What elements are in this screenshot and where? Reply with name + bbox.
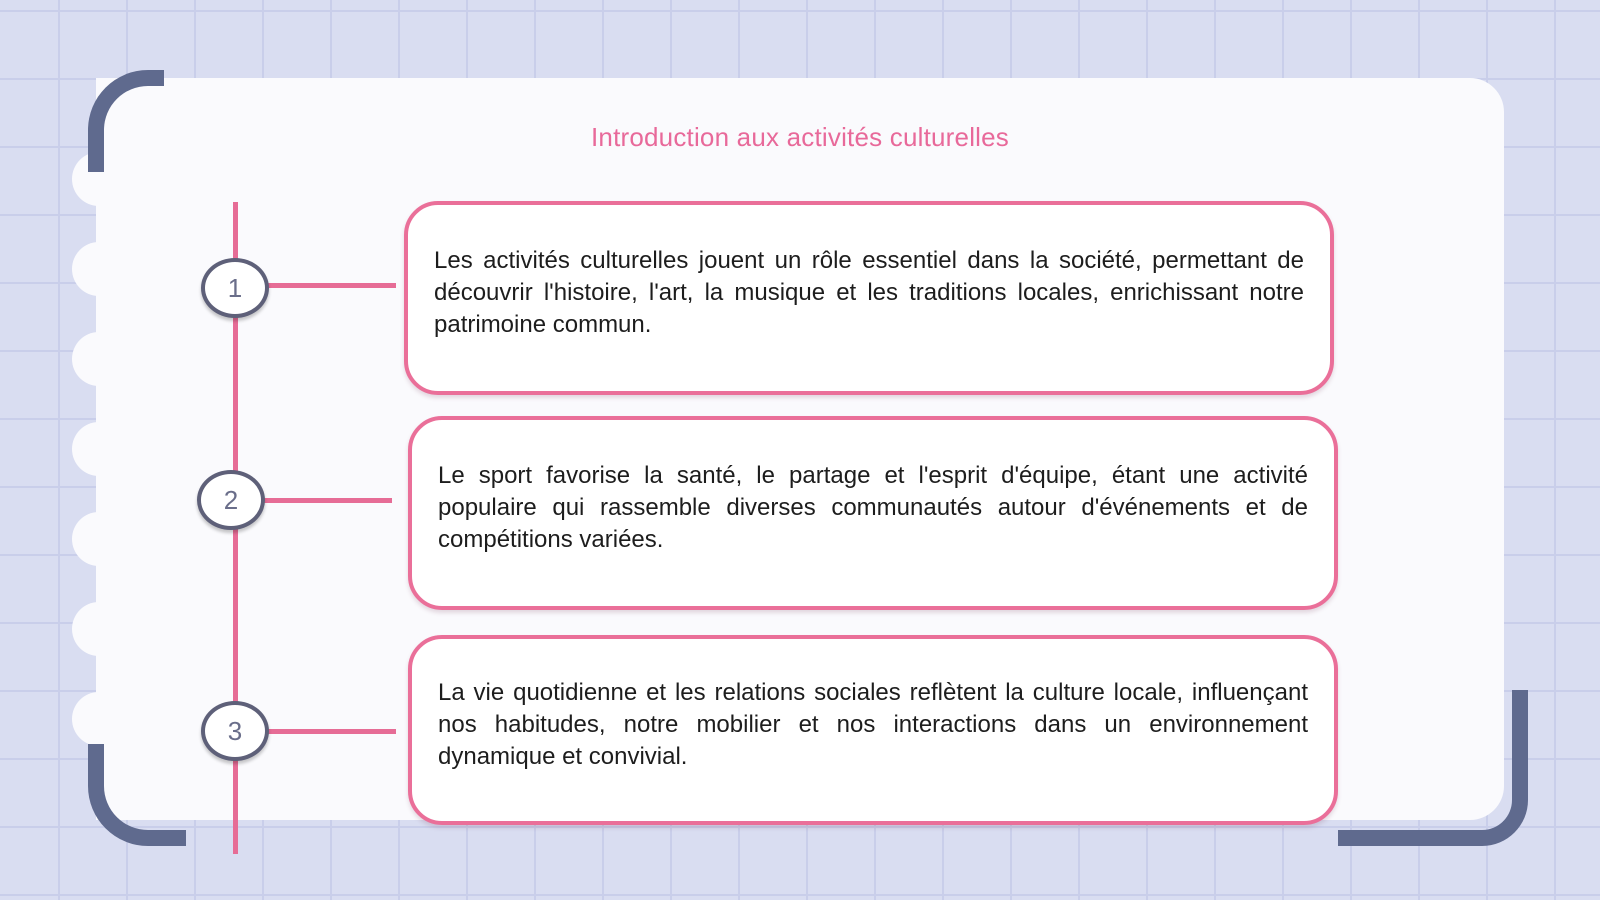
paper-notch (72, 512, 126, 566)
paper-notch (72, 332, 126, 386)
paper-notch (72, 602, 126, 656)
paper-notch (72, 692, 126, 746)
frame-corner-bottom-left (88, 744, 186, 846)
step-text-2: Le sport favorise la santé, le partage et l'esprit d'équipe, étant une activité populaire qui rassemble diverses communautés autour d'événements et de compétitions variées. (438, 462, 1308, 553)
timeline-connector (266, 729, 396, 734)
step-number-2: 2 (197, 470, 265, 530)
step-card-3 (408, 635, 1338, 825)
paper-notch (72, 242, 126, 296)
step-number-3: 3 (201, 701, 269, 761)
step-text-3: La vie quotidienne et les relations sociales reflètent la culture locale, influençant nos habitudes, notre mobilier et nos interactions dans un environnement dynamique et convivial. (438, 679, 1308, 770)
step-number-1: 1 (201, 258, 269, 318)
step-card-1 (404, 201, 1334, 395)
paper-notch (72, 422, 126, 476)
frame-corner-bottom-right (1338, 690, 1528, 846)
step-card-2 (408, 416, 1338, 610)
timeline-connector (266, 283, 396, 288)
slide-title: Introduction aux activités culturelles (590, 122, 1010, 152)
timeline-connector (262, 498, 392, 503)
step-text-1: Les activités culturelles jouent un rôle essentiel dans la société, permettant de découvrir l'histoire, l'art, la musique et les traditions locales, enrichissant notre patrimoine commun. (434, 247, 1304, 338)
